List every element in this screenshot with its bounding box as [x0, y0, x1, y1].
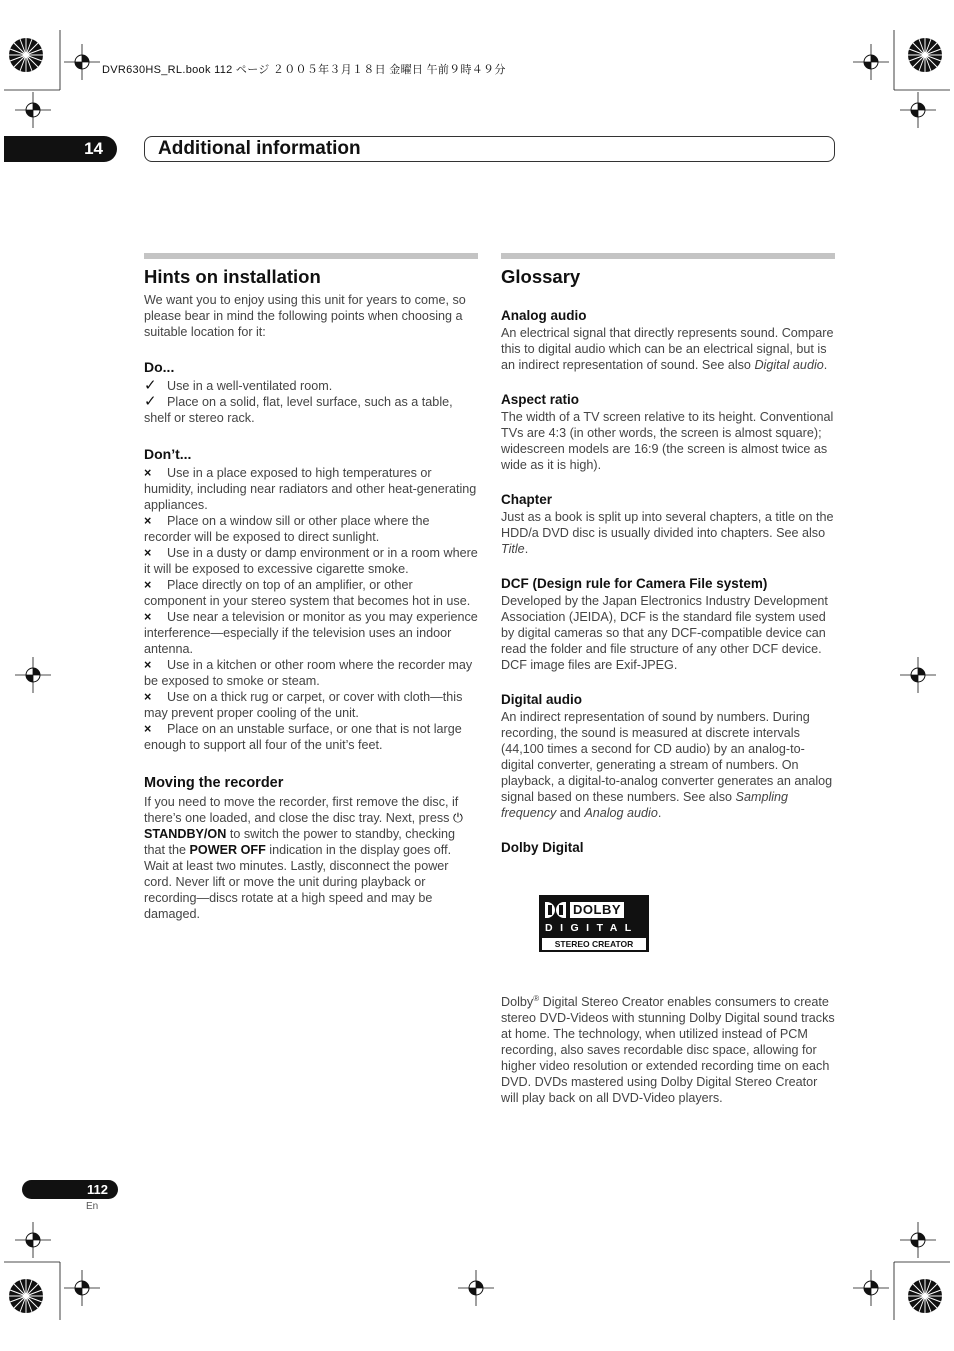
- definition-dcf: Developed by the Japan Electronics Industry Development Association (JEIDA), DCF is the standard file system used by digital cameras so that any DCF-compatible device can read the folder and file structure of any other DCF device. DCF image files are Exif-JPEG.: [501, 594, 828, 672]
- do-heading: Do...: [144, 359, 175, 375]
- dont-item: × Use near a television or monitor as you may experience interference—especially if the television uses an indoor antenna.: [144, 610, 478, 656]
- page-number: 112: [22, 1180, 118, 1199]
- definition-aspect-ratio: The width of a TV screen relative to its height. Conventional TVs are 4:3 (in other words, the screen is almost square); widescreen models are 16:9 (the screen is almost twice as wide as it is high).: [501, 410, 834, 472]
- do-item: ✓ Place on a solid, flat, level surface, such as a table, shelf or stereo rack.: [144, 393, 453, 425]
- cross-icon: ×: [144, 578, 152, 592]
- cross-icon: ×: [144, 514, 152, 528]
- chapter-number: 14: [4, 136, 117, 162]
- dolby-logo-digital: DIGITAL: [545, 922, 639, 934]
- chapter-title: Additional information: [144, 136, 835, 162]
- dont-item: × Use in a place exposed to high temperatures or humidity, including near radiators and other heat-generating appliances.: [144, 466, 477, 512]
- term-dolby-digital: Dolby Digital: [501, 840, 584, 855]
- standby-label: STANDBY/ON: [144, 827, 227, 841]
- dont-item: × Place on a window sill or other place where the recorder will be exposed to direct sunlight.: [144, 514, 430, 544]
- print-header: DVR630HS_RL.book 112 ページ ２００５年３月１８日 金曜日 午前９時４９分: [102, 64, 506, 76]
- dolby-digital-logo: [539, 895, 649, 952]
- dont-item: × Use on a thick rug or carpet, or cover with cloth—this may prevent proper cooling of the unit.: [144, 690, 463, 720]
- double-d-icon: [545, 902, 566, 918]
- cross-icon: ×: [144, 658, 152, 672]
- definition-dolby-digital: Dolby® Digital Stereo Creator enables consumers to create stereo DVD-Videos with stunning Dolby Digital sound tracks at home. The technology, when utilized instead of PCM recording, also saves recordable disc space, allowing for higher video resolution or extended recording time on each DVD. DVDs mastered using Dolby Digital Stereo Creator will play back on all DVD-Video players.: [501, 993, 835, 1105]
- cross-icon: ×: [144, 466, 152, 480]
- definition-digital-audio: An indirect representation of sound by numbers. During recording, the sound is measured at discrete intervals (44,100 times a second for CD audio) by an analog-to-digital converter, generating a stream of numbers. On playback, a digital-to-analog converter generates an analog signal based on these numbers. See also Sampling frequency and Analog audio.: [501, 710, 833, 820]
- term-digital-audio: Digital audio: [501, 692, 582, 707]
- power-off-label: POWER OFF: [189, 843, 266, 857]
- dolby-logo-stereo-creator: STEREO CREATOR: [541, 937, 647, 951]
- hints-intro: We want you to enjoy using this unit for years to come, so please bear in mind the following points when choosing a suitable location for it:: [144, 293, 466, 339]
- cross-icon: ×: [144, 722, 152, 736]
- do-item: ✓ Use in a well-ventilated room.: [144, 377, 333, 394]
- hints-column: [144, 253, 478, 922]
- cross-icon: ×: [144, 546, 152, 560]
- dont-item: × Use in a kitchen or other room where the recorder may be exposed to smoke or steam.: [144, 658, 473, 688]
- definition-chapter: Just as a book is split up into several chapters, a title on the HDD/a DVD disc is usually divided into chapters. See also Title.: [501, 510, 834, 556]
- dont-item: × Place directly on top of an amplifier, or other component in your stereo system that becomes hot in use.: [144, 578, 471, 608]
- dont-item: × Use in a dusty or damp environment or in a room where it will be exposed to excessive cigarette smoke.: [144, 546, 478, 576]
- term-analog-audio: Analog audio: [501, 308, 587, 323]
- definition-analog-audio: An electrical signal that directly represents sound. Compare this to digital audio which can be an electrical signal, but is an indirect representation of sound. See also Digital audio.: [501, 326, 834, 372]
- term-chapter: Chapter: [501, 492, 553, 507]
- cross-icon: ×: [144, 690, 152, 704]
- glossary-title: Glossary: [501, 266, 581, 287]
- cross-icon: ×: [144, 610, 152, 624]
- glossary-column: [501, 253, 835, 1106]
- check-icon: ✓: [144, 393, 157, 410]
- dont-heading: Don’t...: [144, 446, 192, 462]
- power-icon: ⏻: [452, 811, 463, 825]
- hints-title: Hints on installation: [144, 266, 321, 287]
- section-rule: [144, 253, 478, 259]
- moving-text: If you need to move the recorder, first remove the disc, if there’s one loaded, and close the disc tray. Next, press ⏻ STANDBY/ON to switch the power to standby, checking that the POWER OFF indication in the display goes off. Wait at least two minutes. Lastly, disconnect the power cord. Never lift or move the unit during playback or recording—discs rotate at a high speed and may be damaged.: [144, 795, 463, 921]
- term-dcf: DCF (Design rule for Camera File system): [501, 576, 768, 591]
- dolby-logo-word: DOLBY: [570, 902, 624, 918]
- language-code: En: [86, 1201, 99, 1212]
- check-icon: ✓: [144, 377, 157, 394]
- dont-item: × Place on an unstable surface, or one that is not large enough to support all four of the unit’s feet.: [144, 722, 462, 752]
- section-rule: [501, 253, 835, 259]
- term-aspect-ratio: Aspect ratio: [501, 392, 580, 407]
- moving-heading: Moving the recorder: [144, 775, 284, 791]
